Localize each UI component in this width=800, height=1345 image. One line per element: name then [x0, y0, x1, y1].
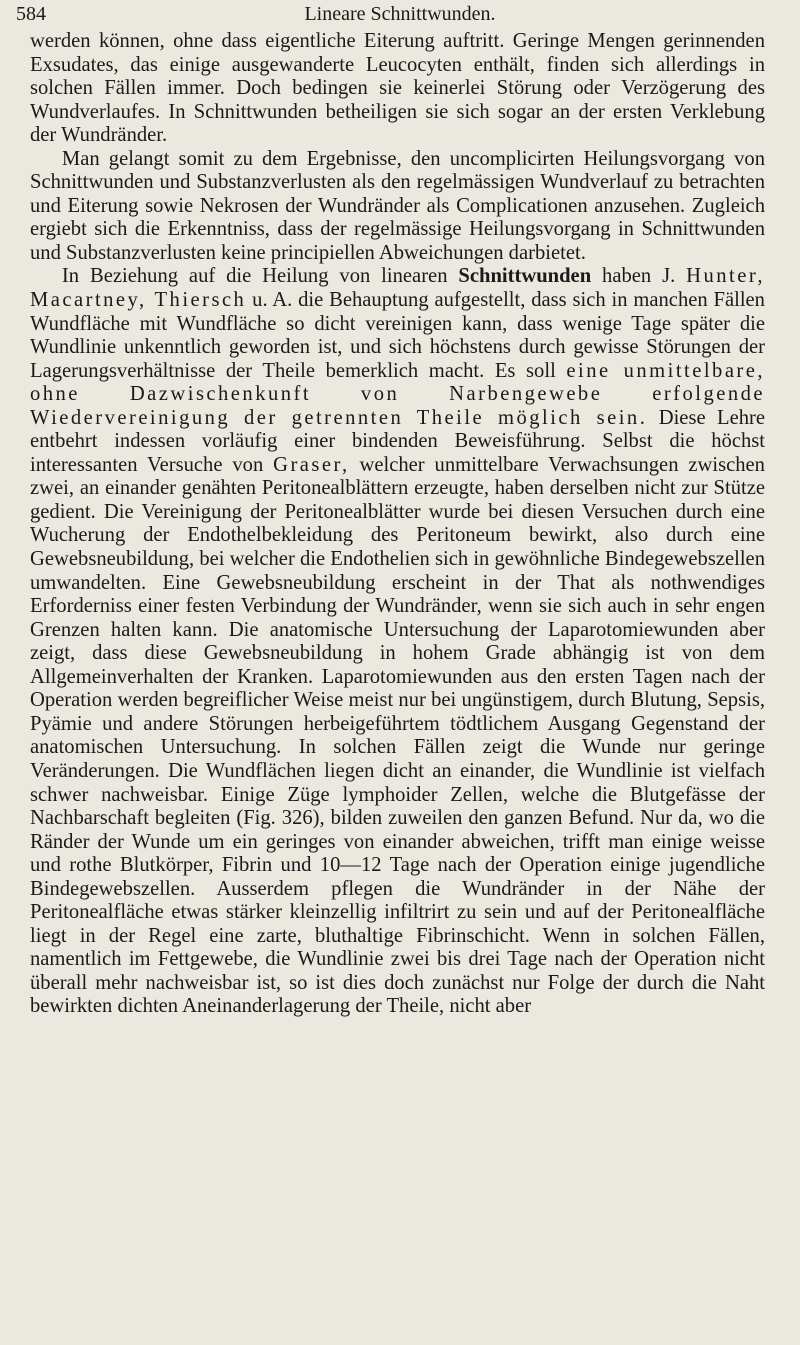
paragraph-3: [30, 265, 765, 1019]
paragraph-3-text-1: In Beziehung auf die Heilung von linearen: [61, 265, 459, 288]
author-names: Hunter, Macartney, Thiersch: [30, 265, 765, 312]
author-graser: Graser,: [273, 453, 350, 476]
paragraph-3-text-3: u. A. die Behauptung aufgestellt, dass sich in manchen Fällen Wundfläche mit Wundfläche so dicht vereinigen kann, dass wenige Tage später die Wundlinie unkenntlich geworden ist, und sich höchstens durch gewisse Störungen der Lagerungsverhältnisse der Theile bemerklich macht. Es soll: [30, 289, 765, 382]
page-header: [0, 2, 800, 26]
paragraph-3-text-4: Diese Lehre entbehrt indessen vorläufig einer bindenden Beweisführung. Selbst die höchst interessanten Versuche von: [30, 406, 766, 476]
running-title: Lineare Schnittwunden.: [304, 3, 496, 25]
term-schnittwunden: Schnittwunden: [458, 265, 592, 288]
paragraph-1: werden können, ohne dass eigentliche Eiterung auftritt. Geringe Mengen gerinnenden Exsudates, das einige ausgewanderte Leucocyten enthält, finden sich allerdings in solchen Fällen immer. Doch bedingen sie keinerlei Störung oder Verzögerung des Wundverlaufes. In Schnittwunden betheiligen sie sich sogar an der ersten Verklebung der Wundränder.: [30, 30, 765, 147]
paragraph-2: Man gelangt somit zu dem Ergebnisse, den uncomplicirten Heilungsvorgang von Schnittwunden und Substanzverlusten als den regelmässigen Wundverlauf zu betrachten und Eiterung sowie Nekrosen der Wundränder als Complicationen anzusehen. Zugleich ergiebt sich die Erkenntniss, dass der regelmässige Heilungsvorgang in Schnittwunden und Substanzverlusten keine principiellen Abweichungen darbietet.: [30, 147, 765, 264]
paragraph-3-text-5: welcher unmittelbare Verwachsungen zwischen zwei, an einander genähten Peritonealblättern erzeugte, haben derselben nicht zur Stütze gedient. Die Vereinigung der Peritonealblätter wurde bei diesen Versuchen durch eine Wucherung der Endothelbekleidung des Peritoneum bewirkt, also durch eine Gewebsneubildung, bei welcher die Endothelien sich in gewöhnliche Bindegewebszellen umwandelten. Eine Gewebsneubildung erscheint in der That als nothwendiges Erforderniss einer festen Verbindung der Wundränder, wenn sie sich auch in sehr engen Grenzen halten kann. Die anatomische Untersuchung der Laparotomiewunden aber zeigt, dass diese Gewebsneubildung in hohem Grade abhängig ist von dem Allgemeinverhalten der Kranken. Laparotomiewunden aus den ersten Tagen nach der Operation werden begreiflicher Weise meist nur bei ungünstigem, durch Blutung, Sepsis, Pyämie und andere Störungen herbeigeführtem tödtlichem Ausgang Gegenstand der anatomischen Untersuchung. In solchen Fällen zeigt die Wunde nur geringe Veränderungen. Die Wundflächen liegen dicht an einander, die Wundlinie ist vielfach schwer nachweisbar. Einige Züge lymphoider Zellen, welche die Blutgefässe der Nachbarschaft begleiten (Fig. 326), bilden zuweilen den ganzen Befund. Nur da, wo die Ränder der Wunde um ein geringes von einander abweichen, trifft man einige weisse und rothe Blutkörper, Fibrin und 10—12 Tage nach der Operation einige jugendliche Bindegewebszellen. Ausserdem pflegen die Wundränder in der Nähe der Peritonealfläche etwas stärker kleinzellig infiltrirt zu sein und auf der Peritonealfläche liegt in der Regel eine zarte, bluthaltige Fibrinschicht. Wenn in solchen Fällen, namentlich im Fettgewebe, die Wundlinie zwei bis drei Tage nach der Operation nicht überall mehr nachweisbar ist, so ist dies doch zunächst nur Folge der durch die Naht bewirkten dichten Aneinanderlagerung der Theile, nicht aber: [30, 453, 765, 1018]
paragraph-3-text-2: haben J.: [591, 265, 687, 288]
page-number: 584: [16, 3, 46, 25]
emphasized-thesis: eine unmittelbare, ohne Dazwischenkunft von Narbengewebe erfolgende Wiedervereinigung der getrennten Theile möglich sein.: [30, 359, 765, 429]
body-text: [30, 30, 765, 1019]
